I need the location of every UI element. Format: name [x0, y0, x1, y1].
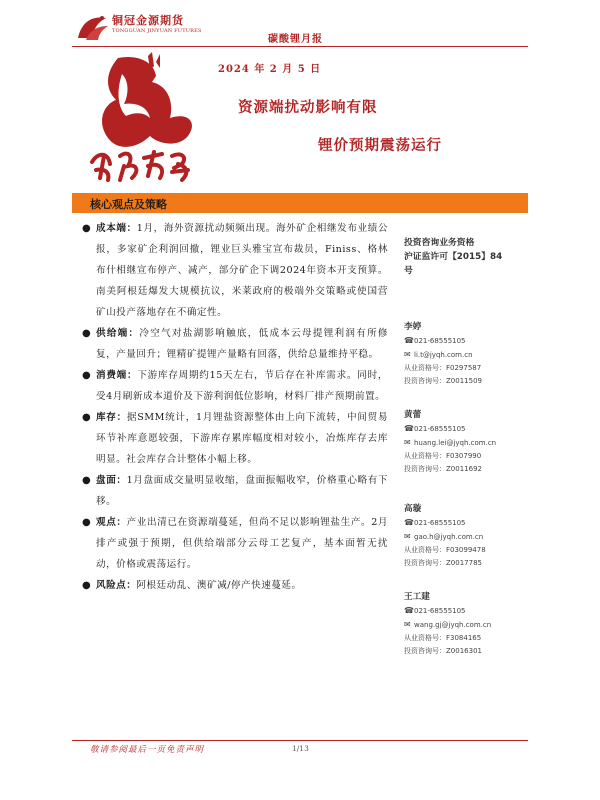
bullet-icon: ●	[82, 580, 92, 591]
phone-icon: ☎	[404, 424, 414, 433]
analyst-email[interactable]: gao.h@jyqh.com.cn	[414, 533, 484, 541]
analyst-cert: 从业资格号：F0307990	[404, 452, 482, 460]
phone-icon: ☎	[404, 518, 414, 527]
report-title-line2: 锂价预期震荡运行	[318, 138, 442, 154]
disclaimer-note: 敬请参阅最后一页免责声明	[90, 745, 205, 755]
brand-name-en: TONGGUAN JINYUAN FUTURES	[112, 28, 202, 34]
key-point-supply: ● 供给端：冷空气对盐湖影响触底，低成本云母提锂利润有所修复，产量回升；锂精矿提锂产量略有回落，供给总量维持平稳。	[80, 323, 388, 365]
analyst-card	[404, 320, 534, 388]
analyst-consult: 投资咨询号：Z0016301	[404, 647, 482, 655]
key-point-risk: ● 风险点：阿根廷动乱、澳矿减/停产快速蔓延。	[80, 575, 388, 596]
key-point-view: ● 观点：产业出清已在资源端蔓延，但尚不足以影响锂盐生产。2月排产或强于预期，但供给端部分云母工艺复产，基本面暂无扰动，价格或震荡运行。	[80, 512, 388, 575]
analyst-phone: 021-68555105	[414, 519, 466, 527]
bullet-icon: ●	[82, 370, 92, 381]
page-number: 1/13	[292, 744, 309, 753]
analyst-name: 王工建	[404, 592, 430, 602]
report-date: 2024 年 2 月 5 日	[218, 64, 322, 75]
email-icon: ✉	[404, 438, 411, 447]
key-point-market: ● 盘面：1月盘面成交量明显收缩，盘面振幅收窄，价格重心略有下移。	[80, 470, 388, 512]
analyst-card	[404, 408, 534, 476]
footer-divider	[72, 740, 528, 741]
bullet-icon: ●	[82, 412, 92, 423]
phone-icon: ☎	[404, 336, 414, 345]
analyst-name: 高璇	[404, 504, 422, 514]
email-icon: ✉	[404, 532, 411, 541]
analyst-name: 黄蕾	[404, 410, 422, 420]
calligraphy-emblem	[78, 52, 228, 192]
analyst-consult: 投资咨询号：Z0017785	[404, 559, 482, 567]
bullet-icon: ●	[82, 475, 92, 486]
qualification-title: 投资咨询业务资格	[404, 238, 475, 248]
bullet-icon: ●	[82, 517, 92, 528]
key-point-cost: ● 成本端：1月，海外资源扰动频频出现。海外矿企相继发布业绩公报，多家矿企利润回撤，锂业巨头雅宝宣布裁员，Finiss、格林布什相继宣布停产、减产，部分矿企下调2024年资本开支预算。南美阿根廷爆发大规模抗议，米莱政府的极端外交策略或使国营矿山投产落地存在不确定性。	[80, 218, 388, 323]
key-point-demand: ● 消费端：下游库存周期约15天左右，节后存在补库需求。同时，受4月刷新成本道价及下游利润低位影响，材料厂排产预期前置。	[80, 365, 388, 407]
analyst-name: 李婷	[404, 322, 422, 332]
email-icon: ✉	[404, 350, 411, 359]
analyst-email[interactable]: huang.lei@jyqh.com.cn	[414, 439, 497, 447]
bullet-icon: ●	[82, 223, 92, 234]
report-type: 碳酸锂月报	[268, 34, 323, 45]
phone-icon: ☎	[404, 606, 414, 615]
analyst-card	[404, 590, 534, 658]
analyst-cert: 从业资格号：F0297587	[404, 364, 482, 372]
key-points-list	[80, 218, 388, 596]
analyst-consult: 投资咨询号：Z0011509	[404, 377, 482, 385]
analyst-email[interactable]: wang.gj@jyqh.com.cn	[414, 621, 492, 629]
brand-name: 铜冠金源期货	[112, 14, 184, 27]
section-title: 核心观点及策略	[90, 198, 167, 211]
analyst-sidebar	[404, 236, 534, 655]
analyst-phone: 021-68555105	[414, 337, 466, 345]
report-title-line1: 资源端扰动影响有限	[238, 100, 378, 116]
qualification-license: 沪证监许可【2015】84	[404, 252, 503, 262]
analyst-consult: 投资咨询号：Z0011692	[404, 465, 482, 473]
company-logo-icon	[72, 12, 112, 46]
analyst-phone: 021-68555105	[414, 607, 466, 615]
qualification-license-suffix: 号	[404, 266, 413, 276]
analyst-phone: 021-68555105	[414, 425, 466, 433]
bullet-icon: ●	[82, 328, 92, 339]
analyst-email[interactable]: li.t@jyqh.com.cn	[414, 351, 473, 359]
key-point-inventory: ● 库存：据SMM统计，1月锂盐资源整体由上向下流转，中间贸易环节补库意愿较强，下游库存累库幅度相对较小，冶炼库存去库明显。社会库存合计整体小幅上移。	[80, 407, 388, 470]
header-divider	[72, 46, 528, 47]
analyst-cert: 从业资格号：F3084165	[404, 634, 482, 642]
analyst-card	[404, 502, 534, 570]
analyst-cert: 从业资格号：F03099478	[404, 546, 486, 554]
email-icon: ✉	[404, 620, 411, 629]
